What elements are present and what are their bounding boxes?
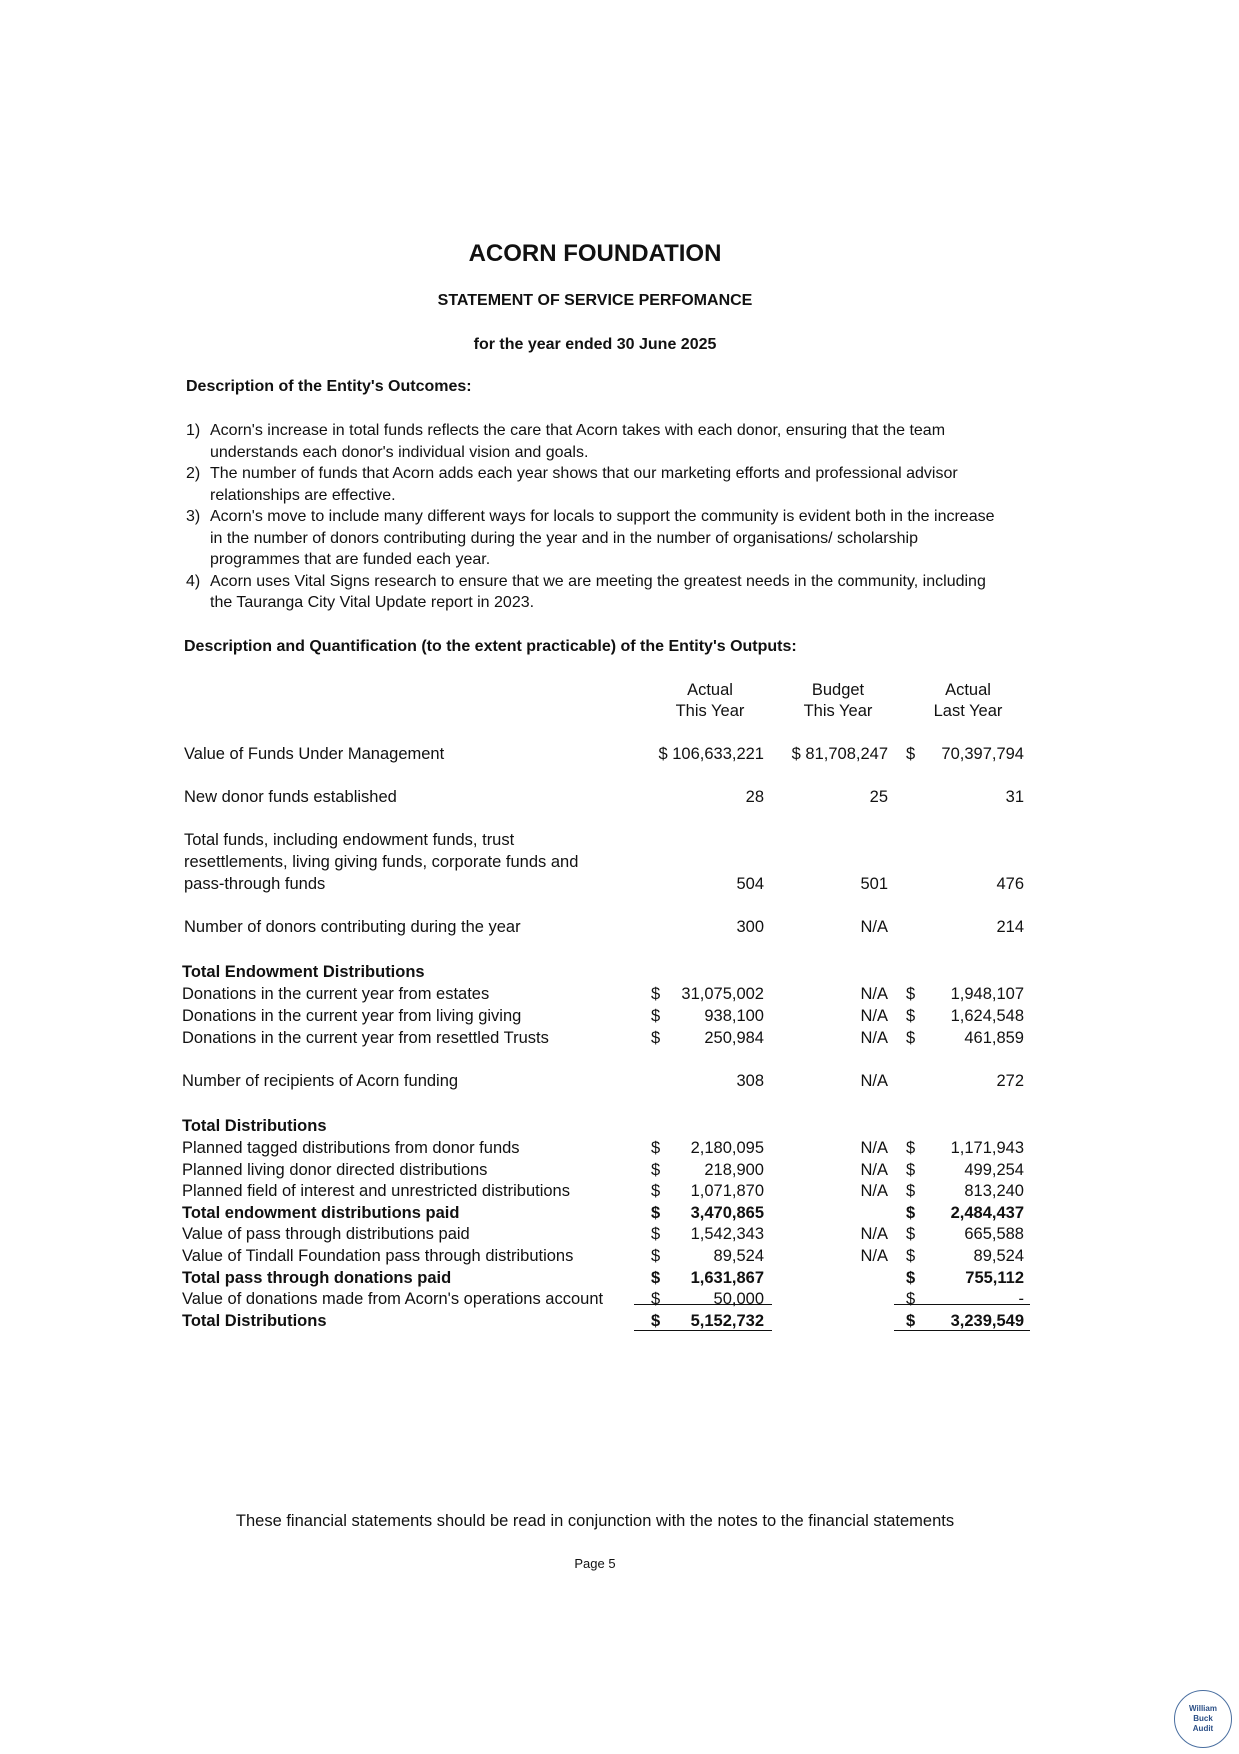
row-label-total-funds-line1: Total funds, including endowment funds, trust [184, 831, 515, 849]
distribution-row-label: Total Distributions [182, 1312, 327, 1330]
distribution-row-label: Total pass through donations paid [182, 1269, 452, 1287]
distribution-row-budget: N/A [860, 1247, 888, 1265]
distribution-row-label: Planned tagged distributions from donor funds [182, 1139, 520, 1157]
actual-donors-contributing: 300 [736, 918, 764, 936]
distribution-row-last: 755,112 [965, 1269, 1024, 1287]
distribution-row-sym: $ [651, 1139, 661, 1157]
distribution-row-budget: N/A [860, 1139, 888, 1157]
audit-stamp: William Buck Audit [1174, 1690, 1232, 1748]
distribution-row-actual: 89,524 [713, 1247, 764, 1265]
row-label-total-funds-line2: resettlements, living giving funds, corporate funds and [184, 853, 579, 871]
endowment-row-last: 1,948,107 [950, 985, 1024, 1003]
last-total-rule [894, 1330, 1030, 1331]
outcome-item: 2) The number of funds that Acorn adds each year shows that our marketing efforts and professional advisor relationships are effective. [186, 465, 958, 504]
actual-subtotal-rule [634, 1304, 772, 1305]
distribution-row-last-sym: $ [906, 1290, 916, 1308]
distribution-row-last: 499,254 [964, 1161, 1024, 1179]
endowment-row-budget: N/A [860, 1029, 888, 1047]
last-sym-funds-under-management: $ [906, 745, 916, 763]
distribution-row-actual: 50,000 [713, 1290, 764, 1308]
last-donors-contributing: 214 [996, 918, 1024, 936]
distribution-row-sym: $ [651, 1225, 661, 1243]
budget-total-funds: 501 [860, 875, 888, 893]
endowment-row-budget: N/A [860, 985, 888, 1003]
row-label-funds-under-management: Value of Funds Under Management [184, 745, 445, 763]
distribution-row-last-sym: $ [906, 1204, 916, 1222]
statement-period: for the year ended 30 June 2025 [473, 336, 717, 353]
distribution-row-last-sym: $ [906, 1225, 916, 1243]
outcomes-heading: Description of the Entity's Outcomes: [186, 378, 472, 395]
distribution-row-last: 1,171,943 [950, 1139, 1024, 1157]
distribution-row-last-sym: $ [906, 1182, 916, 1200]
distribution-row-label: Value of pass through distributions paid [182, 1225, 470, 1243]
endowment-row-last: 461,859 [964, 1029, 1024, 1047]
distribution-row-last-sym: $ [906, 1312, 916, 1330]
endowment-row-sym: $ [651, 985, 661, 1003]
endowment-row-actual: 938,100 [704, 1007, 764, 1025]
page-number: Page 5 [574, 1556, 616, 1571]
endowment-row-label: Donations in the current year from resettled Trusts [182, 1029, 549, 1047]
last-total-funds: 476 [996, 875, 1024, 893]
row-label-new-donor-funds: New donor funds established [184, 788, 397, 806]
endowment-row-actual: 31,075,002 [681, 985, 764, 1003]
distribution-row-last: 665,588 [964, 1225, 1024, 1243]
distribution-row-budget: N/A [860, 1225, 888, 1243]
outcomes-list [186, 420, 1006, 614]
col-header-last-line2: Last Year [933, 702, 1003, 720]
distribution-row-actual: 3,470,865 [690, 1204, 764, 1222]
distribution-row-budget: N/A [860, 1161, 888, 1179]
distribution-row-last: 2,484,437 [950, 1204, 1024, 1222]
outcome-item: 4) Acorn uses Vital Signs research to ensure that we are meeting the greatest needs in the community, including the Tauranga City Vital Update report in 2023. [186, 572, 986, 611]
statement-title: STATEMENT OF SERVICE PERFOMANCE [437, 292, 753, 309]
endowment-row-budget: N/A [860, 1007, 888, 1025]
last-recipients: 272 [996, 1072, 1024, 1090]
outputs-heading: Description and Quantification (to the extent practicable) of the Entity's Outputs: [184, 638, 797, 655]
actual-total-funds: 504 [736, 875, 764, 893]
distribution-row-actual: 218,900 [704, 1161, 764, 1179]
distribution-row-actual: 1,542,343 [690, 1225, 764, 1243]
col-header-budget-line2: This Year [803, 702, 873, 720]
distribution-row-actual: 2,180,095 [690, 1139, 764, 1157]
distributions-heading: Total Distributions [182, 1117, 327, 1135]
distribution-row-budget: N/A [860, 1182, 888, 1200]
row-label-total-funds-line3: pass-through funds [184, 875, 326, 893]
endowment-row-sym: $ [651, 1029, 661, 1047]
actual-new-donor-funds: 28 [745, 788, 764, 806]
budget-recipients: N/A [860, 1072, 888, 1090]
actual-recipients: 308 [736, 1072, 764, 1090]
footer-note: These financial statements should be read in conjunction with the notes to the financial statements [235, 1512, 955, 1530]
endowment-row-label: Donations in the current year from living giving [182, 1007, 522, 1025]
distribution-row-sym: $ [651, 1182, 661, 1200]
endowment-row-sym: $ [651, 1007, 661, 1025]
endowment-heading: Total Endowment Distributions [182, 963, 425, 981]
distribution-row-label: Planned living donor directed distributions [182, 1161, 488, 1179]
col-header-last-line1: Actual [945, 681, 991, 699]
budget-donors-contributing: N/A [860, 918, 888, 936]
actual-total-rule [634, 1330, 772, 1331]
distribution-row-actual: 1,631,867 [690, 1269, 764, 1287]
document-title: ACORN FOUNDATION [468, 240, 722, 267]
distribution-row-last: - [1018, 1290, 1024, 1308]
outcome-item: 3) Acorn's move to include many different ways for locals to support the community is evident both in the increase in the number of donors contributing during the year and in the number of organisations/ scholarship programmes that are funded each year. [186, 508, 995, 568]
outcome-item: 1) Acorn's increase in total funds reflects the care that Acorn takes with each donor, ensuring that the team understands each donor's individual vision and goals. [186, 422, 946, 461]
col-header-actual-line1: Actual [687, 681, 733, 699]
endowment-row-actual: 250,984 [704, 1029, 764, 1047]
distribution-row-label: Value of donations made from Acorn's operations account [182, 1290, 604, 1308]
distribution-row-label: Value of Tindall Foundation pass through distributions [182, 1247, 574, 1265]
actual-funds-under-management: $ 106,633,221 [658, 745, 764, 763]
row-label-recipients: Number of recipients of Acorn funding [182, 1072, 459, 1090]
distribution-row-sym: $ [651, 1269, 661, 1287]
distribution-row-last: 89,524 [973, 1247, 1024, 1265]
distribution-row-last: 813,240 [964, 1182, 1024, 1200]
last-new-donor-funds: 31 [1005, 788, 1024, 806]
distribution-row-last: 3,239,549 [950, 1312, 1024, 1330]
distribution-row-sym: $ [651, 1204, 661, 1222]
distribution-row-sym: $ [651, 1247, 661, 1265]
distribution-row-actual: 1,071,870 [690, 1182, 764, 1200]
endowment-row-last-sym: $ [906, 1029, 916, 1047]
distribution-row-actual: 5,152,732 [690, 1312, 764, 1330]
budget-funds-under-management: $ 81,708,247 [791, 745, 888, 763]
distribution-row-sym: $ [651, 1312, 661, 1330]
distribution-row-label: Planned field of interest and unrestricted distributions [182, 1182, 570, 1200]
last-subtotal-rule [894, 1304, 1030, 1305]
distribution-row-label: Total endowment distributions paid [182, 1204, 460, 1222]
col-header-actual-line2: This Year [675, 702, 745, 720]
distribution-row-last-sym: $ [906, 1161, 916, 1179]
endowment-row-label: Donations in the current year from estates [182, 985, 490, 1003]
endowment-row-last-sym: $ [906, 985, 916, 1003]
row-label-donors-contributing: Number of donors contributing during the year [184, 918, 521, 936]
endowment-row-last-sym: $ [906, 1007, 916, 1025]
last-funds-under-management: 70,397,794 [941, 745, 1024, 763]
distribution-row-last-sym: $ [906, 1247, 916, 1265]
distribution-row-last-sym: $ [906, 1139, 916, 1157]
distribution-row-sym: $ [651, 1290, 661, 1308]
budget-new-donor-funds: 25 [869, 788, 888, 806]
endowment-row-last: 1,624,548 [950, 1007, 1024, 1025]
distribution-row-sym: $ [651, 1161, 661, 1179]
col-header-budget-line1: Budget [811, 681, 865, 699]
distribution-row-last-sym: $ [906, 1269, 916, 1287]
